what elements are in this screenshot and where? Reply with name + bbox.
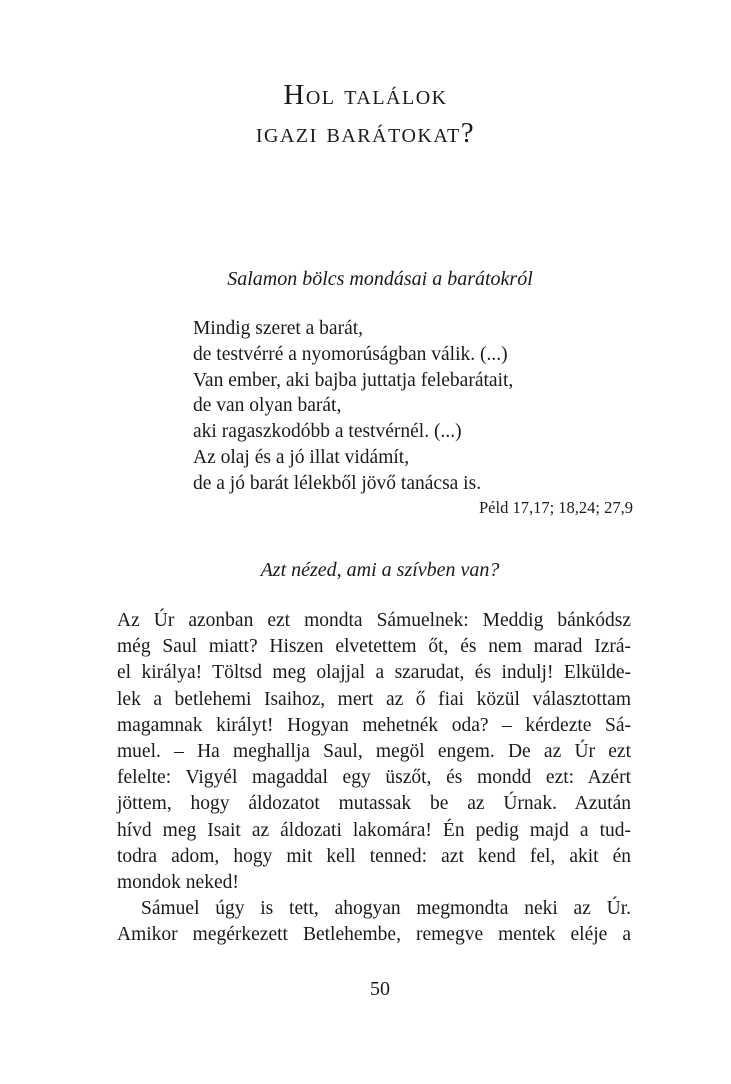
quote-line: Az olaj és a jó illat vidámít, [193, 446, 410, 468]
body-text [117, 608, 631, 948]
text-line: muel. – Ha meghallja Saul, megöl engem. De az Úr ezt [117, 740, 631, 762]
quote-line: de a jó barát lélekből jövő tanácsa is. [193, 472, 482, 494]
proverbs-quote [193, 316, 633, 519]
quote-line: de testvérré a nyomorúságban válik. (...) [193, 343, 508, 365]
text-line: felelte: Vigyél magaddal egy üszőt, és mondd ezt: Azért [117, 767, 631, 789]
quote-line: de van olyan barát, [193, 395, 342, 417]
text-line: Az Úr azonban ezt mondta Sámuelnek: Meddig bánkódsz [117, 610, 631, 631]
text-line: jöttem, hogy áldozatot mutassak be az Úrnak. Azután [117, 793, 631, 815]
text-line: Sámuel úgy is tett, ahogyan megmondta neki az Úr. [141, 898, 631, 920]
text-line: Amikor megérkezett Betlehembe, remegve mentek eléje a [117, 924, 631, 946]
text-line: hívd meg Isait az áldozati lakomára! Én pedig majd a tud- [117, 819, 631, 841]
chapter-title-line-1: Hol találok [283, 79, 448, 111]
text-line: mondok neked! [117, 871, 239, 893]
quote-line: Mindig szeret a barát, [193, 318, 364, 339]
text-line: el királya! Töltsd meg olajjal a szarudat, és indulj! Elkülde- [117, 662, 631, 684]
quote-line: aki ragaszkodóbb a testvérnél. (...) [193, 421, 462, 443]
text-line: magamnak királyt! Hogyan mehetnék oda? – kérdezte Sá- [117, 714, 631, 736]
section-heading-proverbs: Salamon bölcs mondásai a barátokról [227, 268, 533, 290]
quote-line: Van ember, aki bajba juttatja felebarátait, [193, 369, 514, 391]
section-heading-heart: Azt nézed, ami a szívben van? [260, 559, 500, 581]
page-number: 50 [370, 978, 390, 1000]
text-line: todra adom, hogy mit kell tenned: azt kend fel, akit én [117, 845, 631, 867]
text-line: lek a betlehemi Isaihoz, mert az ő fiai közül választottam [117, 688, 631, 710]
text-line: még Saul miatt? Hiszen elvetettem őt, és nem marad Izrá- [117, 636, 631, 658]
chapter-title [0, 76, 731, 152]
chapter-title-line-2: igazi barátokat? [255, 117, 476, 149]
bible-citation: Péld 17,17; 18,24; 27,9 [478, 497, 633, 517]
